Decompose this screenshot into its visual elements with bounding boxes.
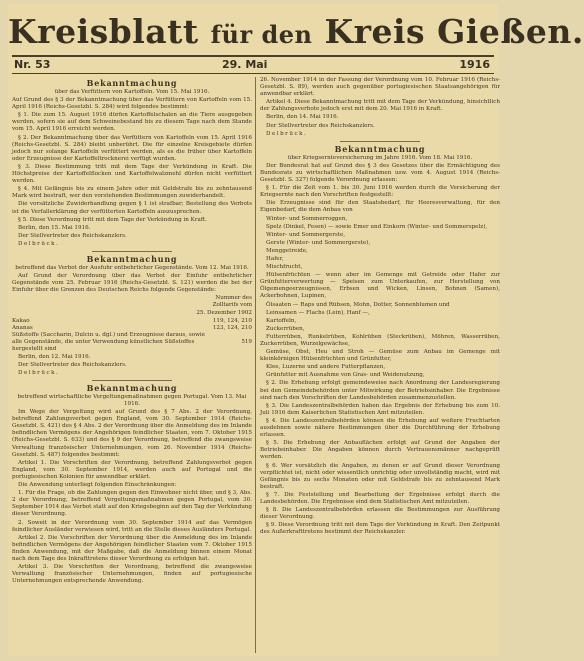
notice-heading: Bekanntmachung	[86, 382, 178, 393]
notice-paragraph: § 2. Die Erhebung erfolgt gemeindeweise nach Anordnung der Landesregierung bei den Gemeindebehörden unter Mitwirkung der Betriebsinhaber. Die Ergebnisse sind nach den Vorschriften der Landesbehörden zusammenzustellen.	[260, 380, 500, 401]
signer-name: Delbrück.	[18, 240, 60, 247]
crop-list-item: Kartoffeln,	[266, 317, 297, 324]
crop-list-item: Mischfrucht,	[266, 264, 303, 271]
masthead-title-small: für den	[210, 20, 313, 49]
notice-subheading: betreffend das Verbot der Ausfuhr entbehrlicher Gegenstände. Vom 12. Mai 1916.	[15, 264, 249, 271]
crop-list-item: Spelz (Dinkel, Fesen) — sowie Emer und Einkorn (Winter- und Sommerspelz),	[266, 223, 488, 230]
left-column	[12, 77, 252, 655]
crop-list-item: Zuckerrüben,	[266, 325, 305, 332]
notice-heading: Bekanntmachung	[86, 78, 178, 88]
crop-list-item: Winter- und Sommerroggen,	[266, 215, 348, 222]
notice-subheading: über das Verfüttern von Kartoffeln. Vom 15. Mai 1916.	[54, 89, 210, 95]
notice-crop-survey	[260, 144, 500, 537]
notice-paragraph: § 7. Die Feststellung und Bearbeitung der Ergebnisse erfolgt durch die Landesbehörden. Die Ergebnisse sind dem Statistischen Amt mitzuteilen.	[260, 491, 500, 505]
notice-paragraph: Die vorsätzliche Zuwiderhandlung gegen § 1 ist strafbar; Bestellung des Verbots ist die Verfallerklärung der verfütterten Kartoffeln auszusprechen.	[12, 201, 252, 215]
crop-list-item: Ölsaaten — Raps und Rübsen, Mohn, Dotter, Sonnenblumen und	[266, 301, 450, 308]
notice-paragraph: Artikel 2. Die Vorschriften der Verordnung über die Anmeldung des im Inlande befindlichen Vermögens der Angehörigen feindlicher Staaten vom 7. Oktober 1915 finden Anwendung, mit der Maßgabe, daß die Anmeldung binnen einem Monat nach dem Tage des Inkrafttretens dieser Verordnung zu erfolgen hat.	[12, 534, 252, 562]
bottom-rule	[12, 73, 494, 74]
signer-name: Delbrück.	[266, 130, 308, 137]
notice-paragraph: 1. Für die Frage, ob die Zahlungen gegen den Einwohner nicht über, und § 3, Abs. 2 der Verordnung, betreffend Vergeltungsmaßnahmen gegen Portugal, vom 30. September 1914 das Verbot statt auf den Kriegsbeginn auf den Tag der Verkündung dieser Verordnung.	[12, 490, 252, 518]
place-date: Berlin, den 12. Mai 1916.	[18, 353, 91, 360]
table-cell-item: Kakao	[12, 317, 30, 324]
notice-paragraph: § 1. Die zum 15. August 1916 dürfen Kartoffelschalen an die Tiere ausgegeben werden, sofern sie auf dem Schweinebestand bis zu diesem Tage nach dem Stande vom 15. April 1916 erreicht werden.	[12, 112, 252, 133]
crop-list-item: Hafer,	[266, 255, 284, 262]
place-date: Berlin, den 15. Mai 1916.	[18, 224, 91, 231]
notice-paragraph: § 5. Diese Verordnung tritt mit dem Tage der Verkündung in Kraft.	[18, 216, 207, 223]
crop-list-item: Futterrüben, Runkelrüben, Kohlrüben (Steckrüben), Möhren, Wasserrüben, Zuckerrüben, Wurzelgewächse,	[260, 333, 500, 347]
signer-title: Der Stellvertreter des Reichskanzlers.	[266, 122, 375, 129]
crop-list-item: Hülsenfrüchten — wenn aber im Gemenge mit Getreide oder Hafer zur Grünfutterverwertung — Speisen zum Unterkaufen, zur Herstellung von Ölgemengeerzeugnissen, Erbsen und Wicken, Linsen, Bohnen (Samen), Ackerbohnen, Lupinen,	[260, 272, 500, 300]
notice-subheading: betreffend wirtschaftliche Vergeltungsmaßnahmen gegen Portugal. Vom 13. Mai 1916.	[17, 393, 247, 407]
signer-name: Delbrück.	[18, 369, 60, 376]
table-row	[12, 325, 252, 332]
notice-heading: Bekanntmachung	[334, 143, 426, 154]
notice-paragraph: § 6. Wer vorsätzlich die Angaben, zu denen er auf Grund dieser Verordnung verpflichtet ist, nicht oder wissentlich unrichtig oder unvollständig macht, wird mit Gefängnis bis zu sechs Monaten oder mit Geldstrafe bis zu zehntausend Mark bestraft.	[260, 462, 500, 490]
masthead-title-part2: Kreis Gießen.	[324, 12, 584, 51]
notice-paragraph: Der Bundesrat hat auf Grund des § 3 des Gesetzes über die Ermächtigung des Bundesrats zu wirtschaftlichen Maßnahmen usw. vom 4. August 1914 (Reichs-Gesetzbl. S. 327) folgende Verordnung erlassen:	[260, 162, 500, 184]
notice-paragraph: § 9. Diese Verordnung tritt mit dem Tage der Verkündung in Kraft. Den Zeitpunkt des Außerkrafttretens bestimmt der Reichskanzler.	[260, 522, 500, 536]
signer-title: Der Stellvertreter des Reichskanzlers.	[18, 361, 127, 368]
table-header	[12, 295, 252, 316]
table-cell-value: 123, 124, 210	[212, 324, 252, 331]
notice-paragraph: Im Wege der Vergeltung wird auf Grund des § 7 Abs. 2 der Verordnung, betreffend Zahlungsverbot gegen England, vom 30. September 1914 (Reichs-Gesetzbl. S. 421) des § 4 Abs. 2 der Verordnung über die Anmeldung des im Inlande befindlichen Vermögens der Angehörigen feindlicher Staaten, vom 7. Oktober 1915 (Reichs-Gesetzbl. S. 633) und des § 9 der Verordnung, betreffend die zwangsweise Verwaltung französischer Unternehmungen, vom 26. November 1914 (Reichs-Gesetzbl. S. 487) folgendes bestimmt:	[12, 409, 252, 458]
notice-subheading: über Kriegsernteversicherung im Jahre 1916. Vom 18. Mai 1916.	[287, 154, 473, 161]
notice-portugal	[12, 383, 252, 585]
notice-paragraph: Artikel 4. Diese Bekanntmachung tritt mit dem Tage der Verkündung, hinsichtlich der Zahlungsverbote jedoch erst mit dem 20. Mai 1916 in Kraft.	[260, 99, 500, 113]
crop-list-item: Leinsamen — Flachs (Lein), Hanf —,	[266, 309, 370, 316]
table-header-line: Zolltarifs vom	[212, 302, 252, 309]
notice-potato-feeding	[12, 78, 252, 248]
notice-paragraph: § 4. Die Landeszentralbehörden können die Erhebung auf weitere Fruchtarten ausdehnen sowie nähere Bestimmungen über die Durchführung der Erhebung erlassen.	[260, 417, 500, 439]
crop-list-item: Menggetreide,	[266, 247, 308, 254]
table-cell-value: 519	[241, 338, 252, 345]
notice-portugal-continued	[260, 77, 500, 138]
table-row	[12, 332, 252, 353]
notice-paragraph: Artikel 3. Die Vorschriften der Verordnung, betreffend die zwangsweise Verwaltung französischer Unternehmungen, finden auf portugiesische Unternehmungen entsprechende Anwendung.	[12, 564, 252, 585]
notice-paragraph: § 1. Für die Zeit vom 1. bis 30. Juni 1916 werden durch die Versicherung der Kriegsernte nach den Vorschriften festgestellt:	[260, 185, 500, 199]
notice-paragraph: § 4. Mit Gefängnis bis zu einem Jahre oder mit Geldstrafe bis zu zehntausend Mark wird bestraft, wer den vorstehenden Bestimmungen zuwiderhandelt.	[12, 186, 252, 200]
masthead	[8, 10, 584, 54]
newspaper-page	[8, 4, 584, 656]
notice-heading: Bekanntmachung	[86, 253, 178, 264]
notice-divider	[92, 251, 172, 252]
crop-list-item: Gerste (Winter- und Sommergerste),	[266, 239, 371, 246]
notice-paragraph: § 5. Die Erhebung der Anbauflächen erfolgt auf Grund der Angaben der Betriebsinhaber. Die Angaben können durch Vertrauensmänner nachgeprüft werden.	[260, 440, 500, 461]
place-date: Berlin, den 14. Mai 1916.	[266, 114, 339, 121]
issue-year: 1916	[459, 58, 490, 71]
notice-divider	[340, 141, 420, 142]
notice-divider	[92, 380, 172, 381]
notice-paragraph: 2. Soweit in der Verordnung vom 30. September 1914 auf das Vermögen feindlicher Ausländer verwiesen wird, tritt an die Stelle dieses Ausländers Portugal.	[12, 519, 252, 533]
right-column	[260, 77, 500, 655]
issue-date: 29. Mai	[222, 58, 268, 71]
issue-number: Nr. 53	[14, 58, 51, 71]
notice-paragraph: 26. November 1914 in der Fassung der Verordnung vom 10. Februar 1916 (Reichs-Gesetzbl. S. 89), werden auch gegenüber portugiesischen Staatsangehörigen für anwendbar erklärt.	[260, 77, 500, 98]
table-row	[12, 318, 252, 325]
notice-paragraph: § 3. Die Landeszentralbehörden haben das Ergebnis der Erhebung bis zum 10. Juli 1916 dem Kaiserlichen Statistischen Amt mitzuteilen.	[260, 402, 500, 416]
table-cell-item: Ananas	[12, 324, 33, 331]
masthead-title-part1: Kreisblatt	[8, 12, 199, 51]
signer-title: Der Stellvertreter des Reichskanzlers.	[18, 232, 127, 239]
crop-list-item: Grünfutter mit Ausnahme von Gras- und Weidenutzung,	[266, 372, 425, 379]
notice-paragraph: Artikel 1. Die Vorschriften der Verordnung, betreffend Zahlungsverbot gegen England, vom 30. September 1914, werden auch auf Portugal und die portugiesischen Kolonien für anwendbar erklärt.	[12, 459, 252, 480]
notice-paragraph: Auf Grund des § 3 der Bekanntmachung über das Verfüttern von Kartoffeln vom 15. April 1916 (Reichs-Gesetzbl. S. 284) wird folgendes bestimmt:	[12, 97, 252, 111]
notice-paragraph: Auf Grund der Verordnung über das Verbot der Einfuhr entbehrlicher Gegenstände vom 25. Februar 1916 (Reichs-Gesetzbl. S. 121) werden die bei der Einfuhr über die Grenzen des Deutschen Reichs folgende Gegenstände:	[12, 273, 252, 294]
table-header-line: Nummer des	[215, 295, 252, 302]
notice-paragraph: § 8. Die Landeszentralbehörden erlassen die Bestimmungen zur Ausführung dieser Verordnung.	[260, 507, 500, 521]
notice-paragraph: § 3. Diese Bestimmung tritt mit dem Tage der Verkündung in Kraft. Die Höchstpreise der Kartoffelflocken und Kartoffelwalzmehl dürfen nicht verfüttert werden.	[12, 163, 252, 185]
crop-list-item: Klee, Luzerne und andere Futterpflanzen,	[266, 364, 386, 371]
crop-list-item: Winter- und Sommergerste,	[266, 231, 346, 238]
table-header-line: 25. Dezember 1902	[196, 309, 252, 316]
notice-paragraph: Die Anwendung unterliegt folgenden Einschränkungen:	[18, 482, 177, 489]
table-cell-item: Süßstoffe (Saccharin, Dulcin u. dgl.) und Erzeugnisse daraus, sowie alle Gegenstände, die unter Verwendung künstlichen Süßstoffes hergestellt sind	[12, 331, 205, 352]
notice-paragraph: § 2. Der Bekanntmachung über das Verfüttern von Kartoffeln vom 15. April 1916 (Reichs-Gesetzbl. S. 284) bleibt unberührt. Die für einzelne Kreisgebiete dürfen jedoch nur solange Kartoffeln verfüttert werden, als es die früher über Kartoffeln oder Erzeugnisse der Kartoffeltrocknerei verfügt wurden.	[12, 134, 252, 162]
notice-import-ban	[12, 254, 252, 377]
goods-table	[12, 318, 252, 353]
issue-line	[12, 57, 494, 73]
column-separator	[255, 77, 256, 653]
crop-list-item: Gemüse, Obst, Heu und Stroh — Gemüse zum Anbau im Gemenge mit kleinkörnigen Hülsenfrüchten und Grünfutter,	[260, 349, 500, 363]
table-cell-value: 119, 124, 210	[212, 317, 252, 324]
notice-paragraph: Die Erzeugnisse sind für den Staatsbedarf, für Heeresverwaltung, für den Eigenbedarf, die dem Anbau von	[260, 200, 500, 214]
